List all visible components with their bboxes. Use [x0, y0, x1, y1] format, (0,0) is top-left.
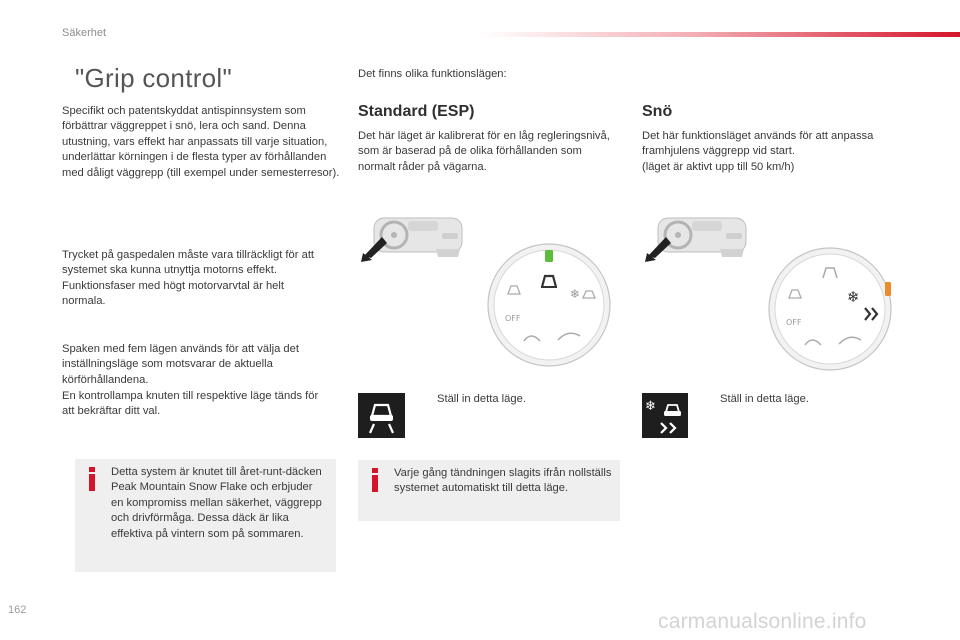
header-accent-bar	[480, 32, 960, 37]
standard-mode-icon	[358, 393, 405, 438]
intro-paragraph: Specifikt och patentskyddat antispinnsystem som förbättrar väggreppet i snö, lera och sand. Denna utustning, vars effekt har anpassats till varje situation, underlättar körningen i de flesta typer av förhållanden med dåligt väggrepp (till exempel under semesterresor).	[62, 105, 340, 179]
snow-mode-icon	[642, 393, 688, 438]
reset-info-box	[358, 460, 620, 521]
svg-text:OFF: OFF	[505, 314, 521, 323]
page-number: 162	[8, 604, 27, 616]
snow-instruction: Ställ in detta läge.	[720, 393, 809, 405]
throttle-paragraph: Trycket på gaspedalen måste vara tillräckligt för att systemet ska kunna utnyttja motorns effekt. Funktionsfaser med högt motorvarvtal är helt normala.	[62, 249, 315, 308]
reset-info-text: Varje gång tändningen slagits ifrån nollställs systemet automatiskt till detta läge.	[394, 467, 612, 495]
selector-knob-standard	[486, 242, 612, 368]
watermark: carmanualsonline.info	[658, 610, 867, 633]
svg-text:OFF: OFF	[786, 318, 802, 327]
selector-knob-snow	[767, 246, 893, 372]
svg-text:❄: ❄	[570, 287, 581, 301]
dashboard-illustration	[642, 213, 752, 265]
tyre-info-box	[75, 459, 336, 572]
snow-speed-note: (läget är aktivt upp till 50 km/h)	[642, 161, 795, 173]
dashboard-illustration	[358, 213, 468, 265]
snow-car-icon	[642, 393, 688, 438]
modes-intro: Det finns olika funktionslägen:	[358, 68, 507, 80]
info-icon	[372, 468, 378, 492]
selector-paragraph: Spaken med fem lägen används för att välja det inställningsläge som motsvarar de aktuella körförhållandena.	[62, 343, 299, 386]
section-label: Säkerhet	[62, 27, 107, 39]
standard-description: Det här läget är kalibrerat för en låg regleringsnivå, som är baserad på de olika förhållanden som normalt råder på vägarna.	[358, 130, 610, 173]
svg-text:❄: ❄	[847, 288, 860, 306]
svg-text:❄: ❄	[645, 399, 656, 414]
snow-description: Det här funktionsläget används för att anpassa framhjulens väggrepp vid start.	[642, 130, 874, 158]
standard-heading: Standard (ESP)	[358, 103, 475, 120]
info-icon	[89, 467, 95, 491]
standard-instruction: Ställ in detta läge.	[437, 393, 526, 405]
snow-heading: Snö	[642, 103, 673, 120]
tyre-info-text: Detta system är knutet till året-runt-däcken Peak Mountain Snow Flake och erbjuder en kompromiss mellan säkerhet, väggrepp och drivförmåga. Dessa däck är lika effektiva på vintern som på sommaren.	[111, 466, 322, 540]
indicator-paragraph: En kontrollampa knuten till respektive läge tänds för att bekräftar ditt val.	[62, 390, 319, 418]
car-road-icon	[358, 393, 405, 438]
page-title: "Grip control"	[75, 63, 233, 93]
